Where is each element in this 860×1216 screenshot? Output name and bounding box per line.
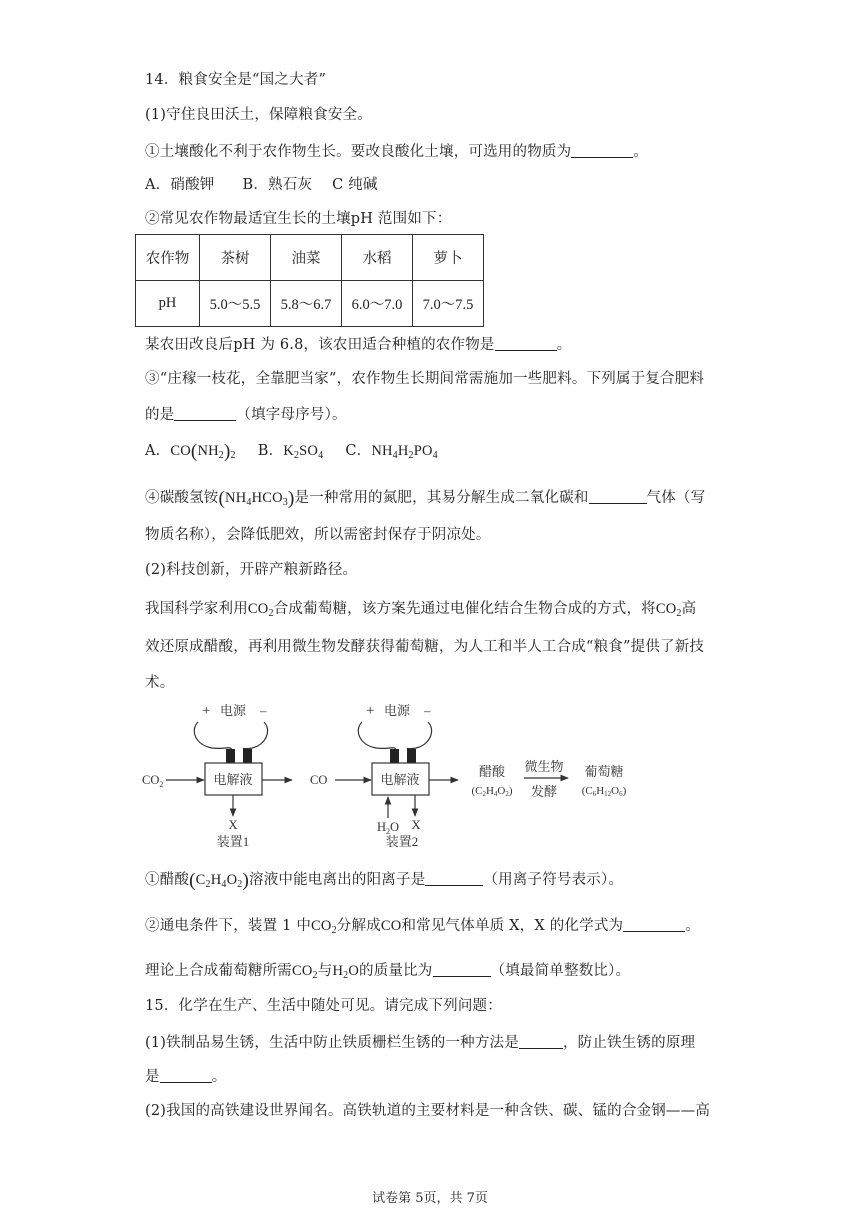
x-label-2: X <box>411 818 421 832</box>
electrode-right <box>407 749 416 763</box>
positive-wire <box>358 722 396 752</box>
option-c: C 纯碱 <box>332 177 378 193</box>
question-14-title: 14．粮食安全是“国之大者” <box>145 72 327 88</box>
page-footer: 试卷第 5页，共 7页 <box>372 1191 488 1206</box>
table-header: 萝卜 <box>413 235 484 281</box>
q14-diagram-q3: 理论上合成葡萄糖所需$CO_2$与$H_2O$的质量比为 （填最简单整数比）。 <box>145 960 630 981</box>
cell-label-1: 电解液 <box>213 772 253 787</box>
answer-blank[interactable] <box>425 869 483 886</box>
answer-blank[interactable] <box>571 141 633 158</box>
answer-blank[interactable] <box>623 915 685 932</box>
q14-sub3-line2: 的是 （填字母序号）。 <box>145 404 347 425</box>
table-cell: 7.0～7.5 <box>413 281 484 327</box>
glucose-formula: (C6H12O6) <box>581 785 627 798</box>
q14-sub2: ②常见农作物最适宜生长的土壤pH 范围如下： <box>145 211 452 227</box>
option-b: B．$K_2SO_4$ <box>257 443 324 461</box>
h2o-label: $H_2O$ <box>376 820 400 836</box>
co-label: CO <box>310 773 328 787</box>
q15-part1-line2: 是 。 <box>145 1066 226 1087</box>
q14-sub1-options <box>145 175 378 195</box>
table-cell: 6.0～7.0 <box>342 281 413 327</box>
q14-sub2-question: 某农田改良后pH 为 6.8，该农田适合种植的农作物是 。 <box>145 334 571 355</box>
q14-part2-heading: (2)科技创新，开辟产粮新路径。 <box>145 562 358 578</box>
answer-blank[interactable] <box>160 1066 212 1083</box>
answer-blank[interactable] <box>174 404 236 421</box>
q14-intro-line3: 术。 <box>145 675 175 691</box>
positive-wire <box>194 722 232 752</box>
q14-sub1: ①土壤酸化不利于农作物生长。要改良酸化土壤，可选用的物质为 。 <box>145 141 648 162</box>
q14-diagram-q2: ②通电条件下，装置 1 中$CO_2$分解成CO和常见气体单质 X，X 的化学式为 。 <box>145 915 700 936</box>
minus-sign: – <box>260 703 267 718</box>
cell-label-2: 电解液 <box>380 772 420 787</box>
table-cell: 5.0～5.5 <box>200 281 271 327</box>
q15-part1-line1: (1)铁制品易生锈，生活中防止铁质栅栏生锈的一种方法是 ，防止铁生锈的原理 <box>145 1032 695 1053</box>
negative-wire <box>407 722 431 752</box>
question-15-title: 15．化学在生产、生活中随处可见。请完成下列问题： <box>145 998 502 1014</box>
electrode-right <box>243 749 252 763</box>
option-a: A．硝酸钾 <box>145 177 215 193</box>
electrode-left <box>390 749 399 763</box>
option-a: A．$CO(NH_2)_2$ <box>145 441 236 462</box>
q15-part2-line1: (2)我国的高铁建设世界闻名。高铁轨道的主要材料是一种含铁、碳、锰的合金钢——高 <box>145 1103 711 1119</box>
q14-part1-heading: (1)守住良田沃土，保障粮食安全。 <box>145 107 372 123</box>
acetic-acid-formula: (C2H4O2) <box>471 785 513 798</box>
plus-sign: + <box>366 703 375 719</box>
microorganism-label: 微生物 <box>524 759 564 774</box>
q14-sub3-line1: ③“庄稼一枝花，全靠肥当家”，农作物生长期间常需施加一些肥料。下列属于复合肥料 <box>145 371 705 387</box>
q14-intro-line1: 我国科学家利用$CO_2$合成葡萄糖，该方案先通过电催化结合生物合成的方式，将$CO_2$高 <box>145 601 697 619</box>
table-header: 农作物 <box>136 235 200 281</box>
table-row-label: pH <box>136 281 200 327</box>
table-header: 水稻 <box>342 235 413 281</box>
q14-intro-line2: 效还原成醋酸，再利用微生物发酵获得葡萄糖，为人工和半人工合成“粮食”提供了新技 <box>145 639 705 655</box>
fermentation-label: 发酵 <box>530 784 558 799</box>
answer-blank[interactable] <box>589 487 647 504</box>
option-c: C．$NH_4H_2PO_4$ <box>345 443 438 461</box>
device-1 <box>142 703 292 849</box>
glucose-label: 葡萄糖 <box>584 764 624 779</box>
device-1-label: 装置1 <box>216 834 250 849</box>
table-cell: 5.8～6.7 <box>271 281 342 327</box>
minus-sign: – <box>424 703 431 718</box>
electrode-left <box>226 749 235 763</box>
table-header: 油菜 <box>271 235 342 281</box>
q14-sub4-line1: ④碳酸氢铵$(NH_4HCO_3)$是一种常用的氮肥，其易分解生成二氧化碳和 气体（写 <box>145 488 706 509</box>
electrolysis-process-diagram <box>140 700 740 855</box>
plus-sign: + <box>202 703 211 719</box>
answer-blank[interactable] <box>433 960 491 977</box>
answer-blank[interactable] <box>495 334 557 351</box>
q14-sub4-line2: 物质名称），会降低肥效，所以需密封保存于阴凉处。 <box>145 527 491 543</box>
device-2-label: 装置2 <box>385 834 419 849</box>
answer-blank[interactable] <box>519 1032 563 1049</box>
acetic-acid-label: 醋酸 <box>478 764 506 779</box>
co2-input-label: $CO_2$ <box>142 773 164 789</box>
option-b: B．熟石灰 <box>242 177 313 193</box>
x-label-1: X <box>228 818 238 832</box>
negative-wire <box>243 722 267 752</box>
table-header: 茶树 <box>200 235 271 281</box>
power-source-label: 电源 <box>384 703 411 718</box>
q14-sub3-options <box>145 441 438 462</box>
q14-diagram-q1: ①醋酸$(C_2H_4O_2)$溶液中能电离出的阳离子是 （用离子符号表示）。 <box>145 870 624 891</box>
power-source-label: 电源 <box>220 703 247 718</box>
ph-range-table <box>135 234 484 327</box>
device-2 <box>335 703 458 849</box>
